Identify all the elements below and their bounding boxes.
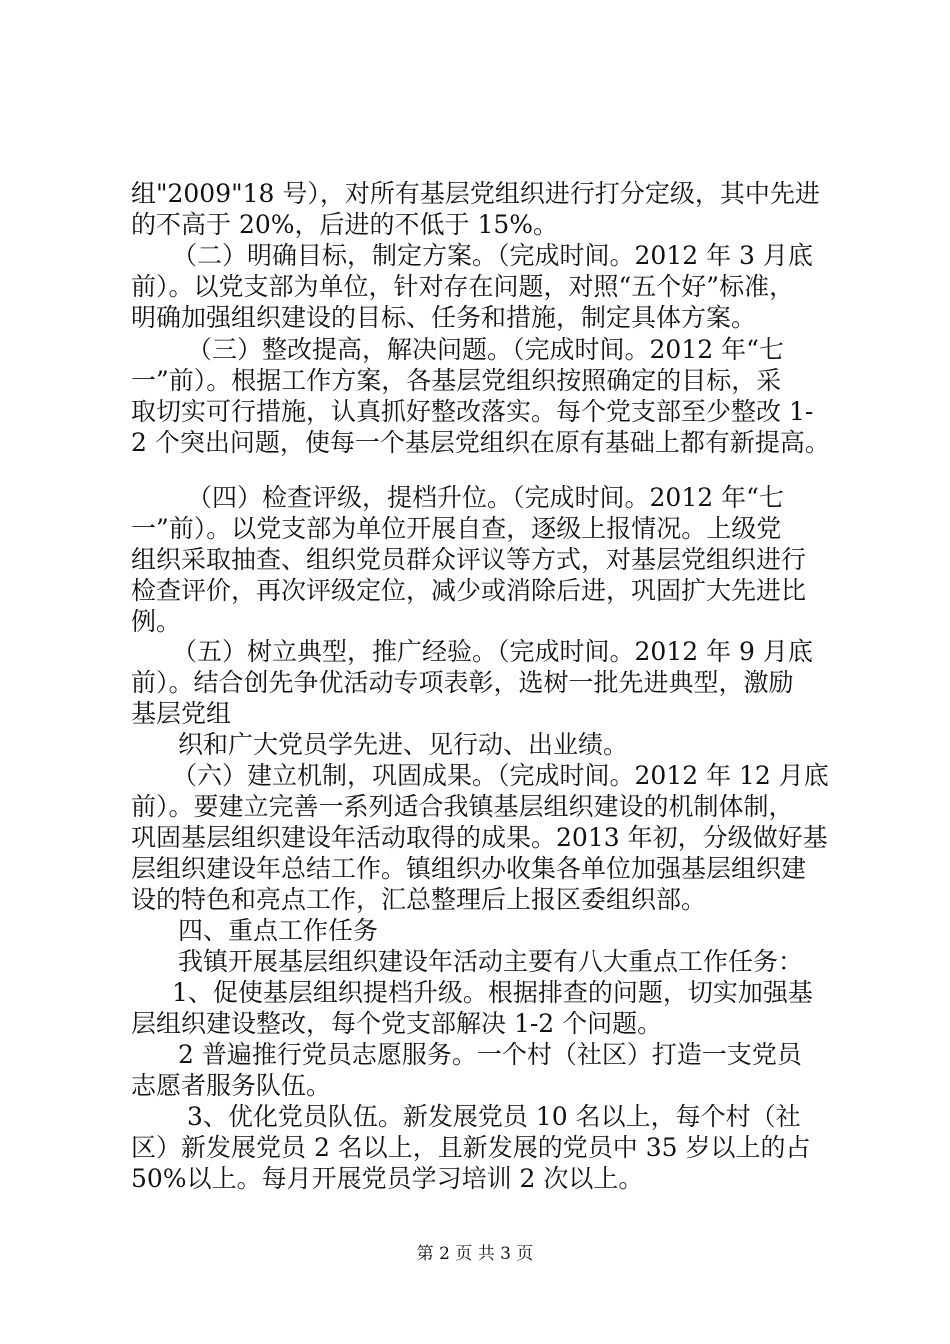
text-line: 我镇开展基层组织建设年活动主要有八大重点工作任务： bbox=[178, 947, 804, 976]
page-number: 第 2 页 共 3 页 bbox=[416, 1244, 534, 1264]
text-line: 组"2009"18 号），对所有基层党组织进行打分定级，其中先进 bbox=[131, 179, 820, 208]
text-line: 1、促使基层组织提档升级。根据排查的问题，切实加强基 bbox=[172, 978, 813, 1007]
text-line: 层组织建设整改，每个党支部解决 1-2 个问题。 bbox=[131, 1009, 663, 1038]
text-line: 层组织建设年总结工作。镇组织办收集各单位加强基层组织建 bbox=[131, 854, 807, 883]
text-line: 区）新发展党员 2 名以上，且新发展的党员中 35 岁以上的占 bbox=[131, 1133, 811, 1162]
section-heading: 四、重点工作任务 bbox=[178, 916, 379, 945]
text-line: 巩固基层组织建设年活动取得的成果。2013 年初，分级做好基 bbox=[131, 823, 828, 852]
text-line: 2 普遍推行党员志愿服务。一个村（社区）打造一支党员 bbox=[178, 1040, 802, 1069]
text-line: 明确加强组织建设的目标、任务和措施，制定具体方案。 bbox=[131, 303, 757, 332]
text-line: 3、优化党员队伍。新发展党员 10 名以上，每个村（社 bbox=[187, 1102, 801, 1131]
text-line: 设的特色和亮点工作，汇总整理后上报区委组织部。 bbox=[131, 885, 707, 914]
text-line: （四）检查评级，提档升位。（完成时间。2012 年“七 bbox=[187, 483, 784, 512]
text-line: （三）整改提高，解决问题。（完成时间。2012 年“七 bbox=[187, 335, 784, 364]
text-line: （六）建立机制，巩固成果。（完成时间。2012 年 12 月底 bbox=[172, 761, 829, 790]
text-line: 志愿者服务队伍。 bbox=[131, 1071, 332, 1100]
text-line: 的不高于 20%，后进的不低于 15%。 bbox=[131, 210, 559, 239]
text-line: 一”前）。以党支部为单位开展自查，逐级上报情况。上级党 bbox=[131, 514, 782, 543]
text-line: 前）。要建立完善一系列适合我镇基层组织建设的机制体制， bbox=[131, 792, 794, 821]
text-line: （五）树立典型，推广经验。（完成时间。2012 年 9 月底 bbox=[172, 637, 813, 666]
text-line: 前）。结合创先争优活动专项表彰，选树一批先进典型，激励 bbox=[131, 668, 794, 697]
text-line: 一”前）。根据工作方案，各基层党组织按照确定的目标，采 bbox=[131, 366, 782, 395]
text-line: 检查评价，再次评级定位，减少或消除后进，巩固扩大先进比 bbox=[131, 576, 807, 605]
text-line: 取切实可行措施，认真抓好整改落实。每个党支部至少整改 1- bbox=[131, 397, 814, 426]
text-line: 基层党组 bbox=[131, 699, 232, 728]
text-line: 前）。以党支部为单位，针对存在问题，对照“五个好”标准， bbox=[131, 272, 795, 301]
text-line: 50%以上。每月开展党员学习培训 2 次以上。 bbox=[131, 1164, 644, 1193]
text-line: （二）明确目标，制定方案。（完成时间。2012 年 3 月底 bbox=[172, 241, 813, 270]
text-line: 织和广大党员学先进、见行动、出业绩。 bbox=[178, 730, 629, 759]
text-line: 组织采取抽查、组织党员群众评议等方式，对基层党组织进行 bbox=[131, 545, 807, 574]
text-line: 例。 bbox=[131, 607, 182, 636]
text-line: 2 个突出问题，使每一个基层党组织在原有基础上都有新提高。 bbox=[131, 428, 830, 457]
